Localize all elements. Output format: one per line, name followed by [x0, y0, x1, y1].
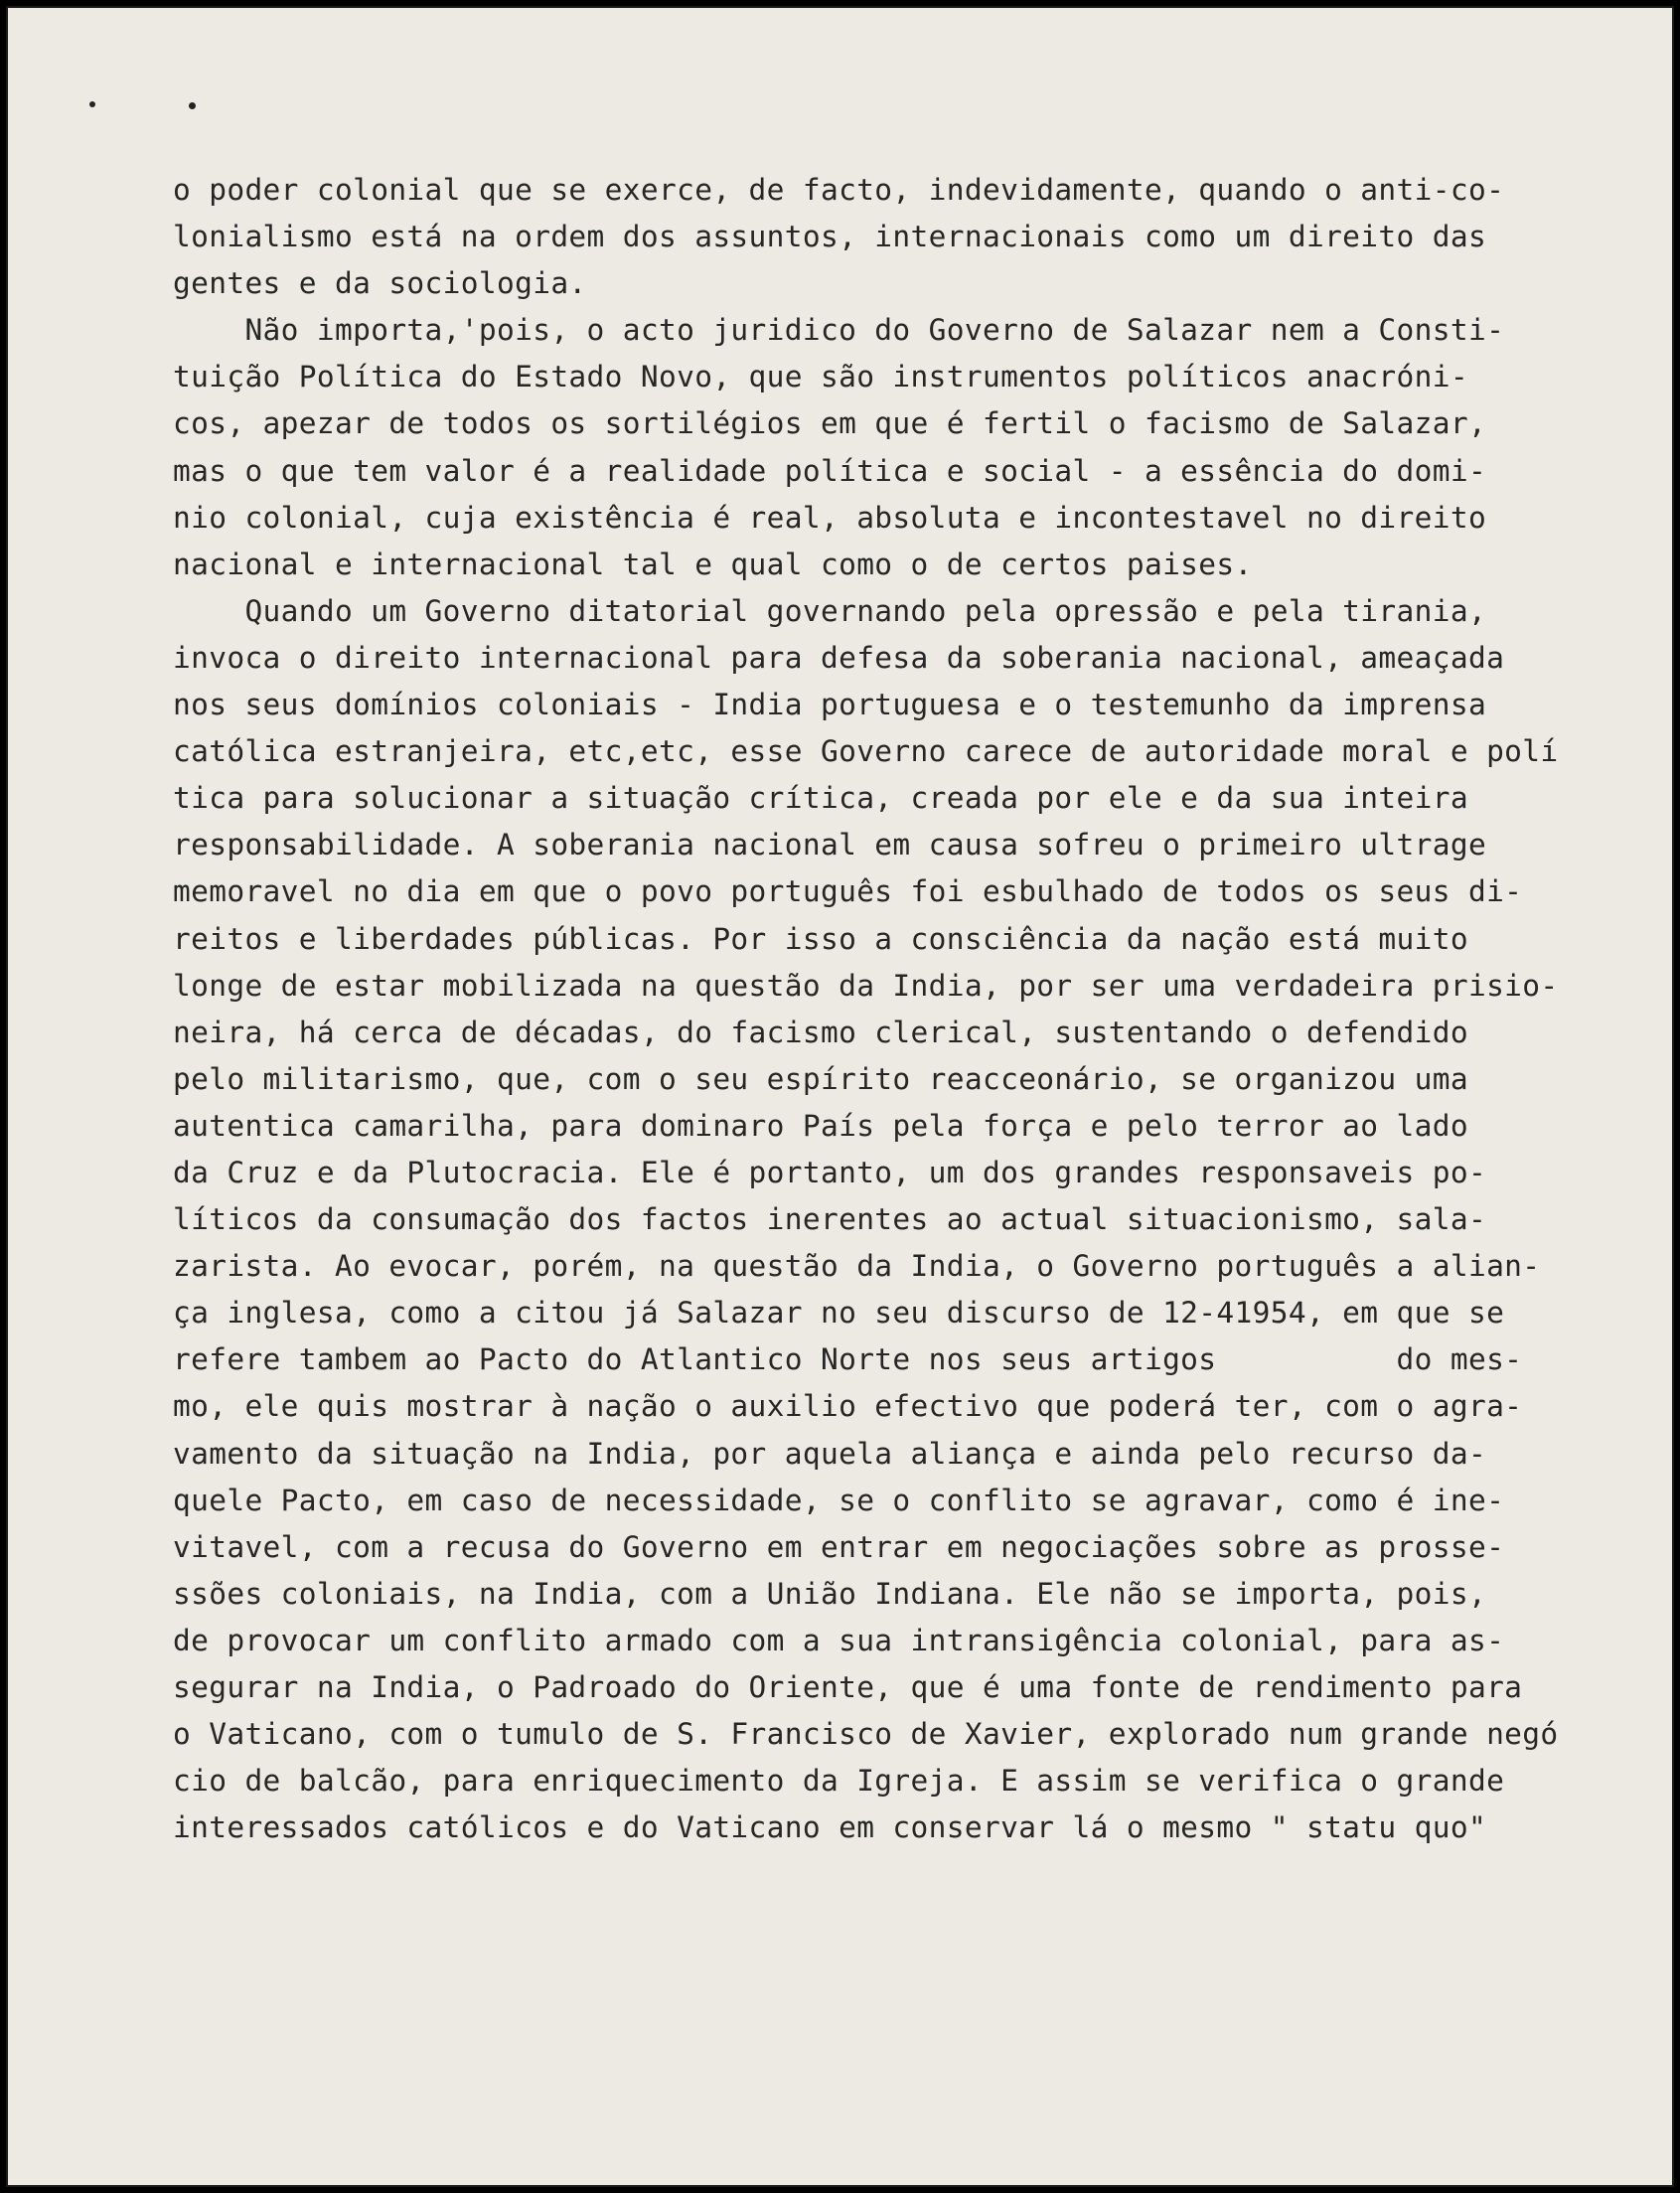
typewritten-page [6, 6, 1674, 2187]
text-line: reitos e liberdades públicas. Por isso a consciência da nação está muito [173, 921, 1468, 956]
text-line: longe de estar mobilizada na questão da India, por ser uma verdadeira prisio- [173, 968, 1559, 1003]
text-line: refere tambem ao Pacto do Atlantico Norte nos seus artigos do mes- [173, 1342, 1523, 1377]
text-line: de provocar um conflito armado com a sua intransigência colonial, para as- [173, 1623, 1505, 1657]
text-line: vamento da situação na India, por aquela aliança e ainda pelo recurso da- [173, 1436, 1487, 1471]
text-line: mas o que tem valor é a realidade política e social - a essência do domi- [173, 453, 1487, 488]
body-text [173, 167, 1663, 1851]
text-line: zarista. Ao evocar, porém, na questão da India, o Governo português a alian- [173, 1249, 1541, 1284]
text-line: gentes e da sociologia. [173, 266, 587, 301]
text-line: cio de balcão, para enriquecimento da Igreja. E assim se verifica o grande [173, 1764, 1505, 1799]
text-line: autentica camarilha, para dominaro País pela força e pelo terror ao lado [173, 1108, 1468, 1143]
text-line: tica para solucionar a situação crítica, creada por ele e da sua inteira [173, 781, 1468, 816]
text-line: memoravel no dia em que o povo português foi esbulhado de todos os seus di- [173, 874, 1523, 909]
text-line: cos, apezar de todos os sortilégios em que é fertil o facismo de Salazar, [173, 406, 1487, 441]
text-line: responsabilidade. A soberania nacional em causa sofreu o primeiro ultrage [173, 828, 1487, 862]
text-line: o Vaticano, com o tumulo de S. Francisco de Xavier, explorado num grande negó [173, 1717, 1559, 1752]
text-line: Não importa,'pois, o acto juridico do Governo de Salazar nem a Consti- [173, 313, 1505, 348]
text-line: líticos da consumação dos factos inerentes ao actual situacionismo, sala- [173, 1202, 1487, 1237]
text-line: tuição Política do Estado Novo, que são instrumentos políticos anacróni- [173, 360, 1468, 394]
ink-dot [89, 101, 95, 107]
text-line: interessados católicos e do Vaticano em conservar lá o mesmo " statu quo" [173, 1810, 1487, 1845]
text-line: segurar na India, o Padroado do Oriente, que é uma fonte de rendimento para [173, 1670, 1523, 1704]
text-line: ça inglesa, como a citou já Salazar no seu discurso de 12-41954, em que se [173, 1296, 1505, 1331]
text-line: quele Pacto, em caso de necessidade, se o conflito se agravar, como é ine- [173, 1483, 1505, 1517]
text-line: católica estranjeira, etc,etc, esse Governo carece de autoridade moral e polí [173, 734, 1559, 769]
text-line: Quando um Governo ditatorial governando pela opressão e pela tirania, [173, 593, 1487, 628]
text-line: o poder colonial que se exerce, de facto, indevidamente, quando o anti-co- [173, 173, 1505, 207]
ink-dot [189, 102, 196, 109]
text-line: da Cruz e da Plutocracia. Ele é portanto, um dos grandes responsaveis po- [173, 1155, 1487, 1189]
text-line: neira, há cerca de décadas, do facismo clerical, sustentando o defendido [173, 1015, 1468, 1049]
text-line: nio colonial, cuja existência é real, absoluta e incontestavel no direito [173, 500, 1487, 535]
text-line: invoca o direito internacional para defesa da soberania nacional, ameaçada [173, 640, 1505, 675]
text-line: pelo militarismo, que, com o seu espírito reacceonário, se organizou uma [173, 1061, 1468, 1096]
punch-marks [85, 97, 225, 117]
text-line: nos seus domínios coloniais - India portuguesa e o testemunho da imprensa [173, 688, 1487, 722]
text-line: mo, ele quis mostrar à nação o auxilio efectivo que poderá ter, com o agra- [173, 1389, 1523, 1424]
text-line: vitavel, com a recusa do Governo em entrar em negociações sobre as prosse- [173, 1529, 1505, 1564]
text-line: nacional e internacional tal e qual como o de certos paises. [173, 547, 1253, 581]
text-line: lonialismo está na ordem dos assuntos, internacionais como um direito das [173, 220, 1487, 254]
text-line: ssões coloniais, na India, com a União Indiana. Ele não se importa, pois, [173, 1576, 1487, 1611]
